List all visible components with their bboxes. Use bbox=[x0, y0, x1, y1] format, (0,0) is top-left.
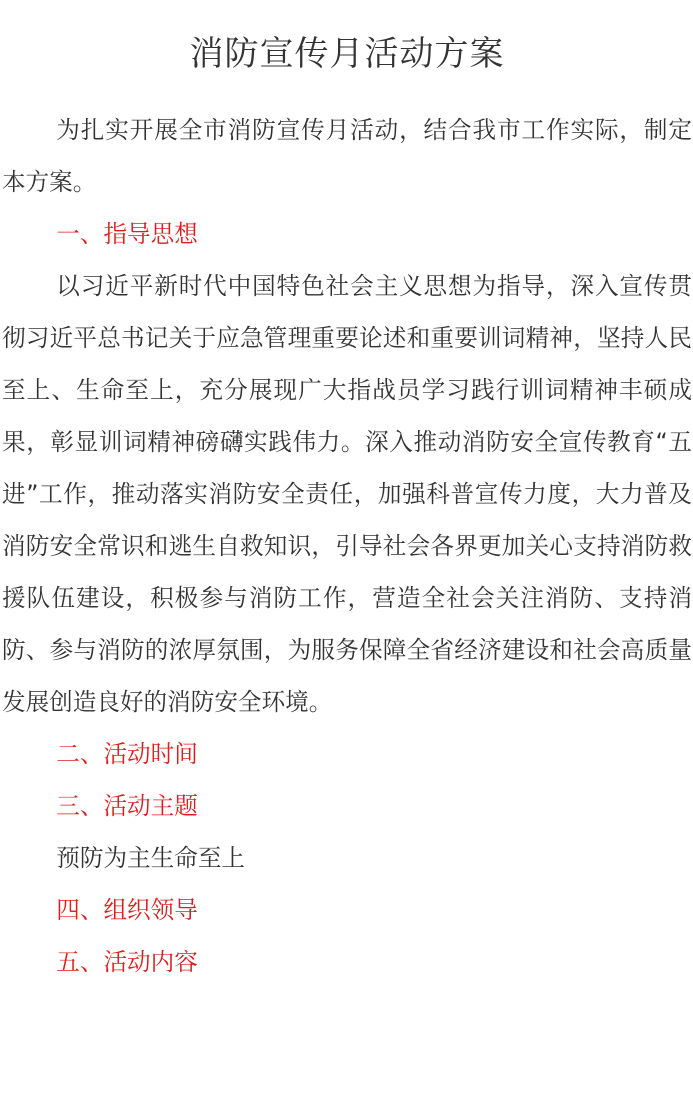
document-title: 消防宣传月活动方案 bbox=[189, 34, 505, 74]
intro-paragraph: 为扎实开展全市消防宣传月活动，结合我市工作实际，制定本方案。 bbox=[2, 116, 692, 196]
section-heading-guiding-ideology: 一、指导思想 bbox=[56, 220, 198, 248]
section-heading-activity-time: 二、活动时间 bbox=[56, 740, 198, 768]
section-heading-activity-content: 五、活动内容 bbox=[56, 948, 198, 976]
section-heading-activity-theme: 三、活动主题 bbox=[56, 792, 198, 820]
document-body bbox=[2, 104, 692, 988]
guiding-ideology-paragraph: 以习近平新时代中国特色社会主义思想为指导，深入宣传贯彻习近平总书记关于应急管理重要论述和重要训词精神，坚持人民至上、生命至上，充分展现广大指战员学习践行训词精神丰硕成果，彰显训词精神磅礴实践伟力。深入推动消防安全宣传教育“五进”工作，推动落实消防安全责任，加强科普宣传力度，大力普及消防安全常识和逃生自救知识，引导社会各界更加关心支持消防救援队伍建设，积极参与消防工作，营造全社会关注消防、支持消防、参与消防的浓厚氛围，为服务保障全省经济建设和社会高质量发展创造良好的消防安全环境。 bbox=[2, 272, 692, 716]
section-heading-organization-leadership: 四、组织领导 bbox=[56, 896, 198, 924]
activity-theme-paragraph: 预防为主生命至上 bbox=[56, 844, 246, 872]
